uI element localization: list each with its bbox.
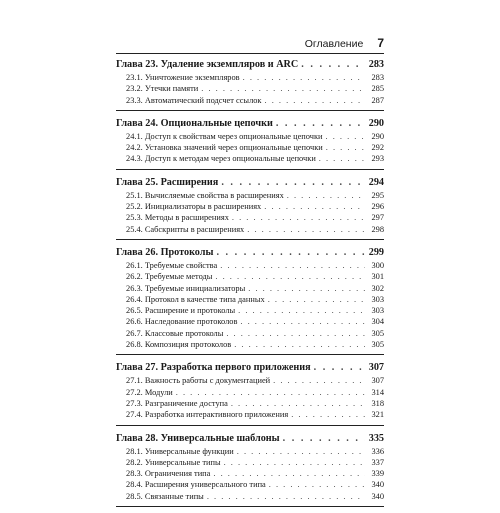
dot-leader [243, 72, 365, 83]
section-title: 25.1. Вычисляемые свойства в расширениях [126, 190, 284, 200]
section-entry[interactable] [116, 409, 384, 420]
chapter-page-number: 283 [368, 59, 384, 70]
chapter-entry[interactable] [116, 246, 384, 260]
section-page-number: 339 [371, 469, 384, 479]
section-page-number: 307 [371, 376, 384, 386]
section-page-number: 303 [371, 294, 384, 304]
section-title: 23.1. Уничтожение экземпляров [126, 73, 240, 82]
chapter-title: Глава 23. Удаление экземпляров и ARC [116, 59, 299, 70]
toc-chapter [116, 117, 384, 170]
section-title: 23.2. Утечки памяти [126, 84, 199, 94]
dot-leader [314, 361, 365, 375]
dot-leader [240, 316, 365, 327]
section-entry[interactable] [116, 95, 384, 106]
dot-leader [326, 131, 365, 142]
section-title: 26.6. Наследование протоколов [126, 317, 238, 327]
section-page-number: 305 [371, 340, 384, 350]
section-entry[interactable] [116, 283, 384, 294]
dot-leader [273, 375, 365, 386]
dot-leader [234, 339, 365, 350]
section-page-number: 314 [371, 387, 384, 397]
dot-leader [207, 491, 365, 502]
section-page-number: 305 [371, 328, 384, 338]
section-entry[interactable] [116, 468, 384, 479]
section-page-number: 283 [371, 73, 384, 82]
dot-leader [248, 283, 365, 294]
section-title: 24.2. Установка значений через опциональные цепочки [126, 143, 323, 153]
chapter-page-number: 299 [368, 246, 384, 258]
section-entry[interactable] [116, 224, 384, 235]
section-entry[interactable] [116, 305, 384, 316]
running-header-page-number: 7 [377, 36, 384, 50]
section-title: 26.8. Композиция протоколов [126, 340, 232, 350]
dot-leader [213, 468, 365, 479]
section-title: 26.2. Требуемые методы [126, 272, 213, 282]
dot-leader [301, 58, 365, 72]
toc-chapter [116, 246, 384, 355]
section-page-number: 293 [371, 154, 384, 164]
section-title: 25.3. Методы в расширениях [126, 213, 229, 223]
table-of-contents [116, 58, 384, 513]
section-title: 24.1. Доступ к свойствам через опциональные цепочки [126, 131, 323, 141]
dot-leader [291, 409, 365, 420]
chapter-entry[interactable] [116, 176, 384, 190]
dot-leader [237, 446, 365, 457]
section-title: 27.3. Разграничение доступа [126, 398, 228, 408]
section-page-number: 301 [371, 272, 384, 282]
section-page-number: 318 [371, 398, 384, 408]
section-page-number: 297 [371, 213, 384, 223]
section-page-number: 296 [371, 202, 384, 212]
chapter-title: Глава 26. Протоколы [116, 246, 214, 258]
section-entry[interactable] [116, 271, 384, 282]
dot-leader [232, 212, 365, 223]
toc-chapter [116, 432, 384, 507]
section-page-number: 285 [371, 84, 384, 94]
section-title: 26.1. Требуемые свойства [126, 260, 218, 270]
section-title: 28.2. Универсальные типы [126, 457, 221, 467]
section-entry[interactable] [116, 212, 384, 223]
dot-leader [326, 142, 365, 153]
section-entry[interactable] [116, 328, 384, 339]
section-title: 26.5. Расширение и протоколы [126, 306, 236, 316]
chapter-entry[interactable] [116, 361, 384, 375]
section-title: 23.3. Автоматический подсчет ссылок [126, 95, 262, 105]
chapter-title: Глава 28. Универсальные шаблоны [116, 432, 280, 444]
section-entry[interactable] [116, 479, 384, 490]
section-page-number: 290 [371, 131, 384, 141]
section-entry[interactable] [116, 339, 384, 350]
chapter-title: Глава 27. Разработка первого приложения [116, 362, 311, 374]
dot-leader [231, 398, 365, 409]
section-entry[interactable] [116, 398, 384, 409]
section-page-number: 340 [371, 491, 384, 501]
section-page-number: 295 [371, 190, 384, 200]
section-entry[interactable] [116, 131, 384, 142]
section-title: 28.4. Расширения универсального типа [126, 480, 266, 490]
section-entry[interactable] [116, 260, 384, 271]
chapter-page-number: 290 [368, 117, 384, 129]
chapter-title: Глава 24. Опциональные цепочки [116, 117, 273, 129]
section-page-number: 337 [371, 457, 384, 467]
section-entry[interactable] [116, 375, 384, 386]
running-header [116, 36, 384, 54]
section-title: 27.1. Важность работы с документацией [126, 376, 271, 386]
section-entry[interactable] [116, 153, 384, 164]
section-title: 28.1. Универсальные функции [126, 446, 234, 456]
dot-leader [287, 190, 365, 201]
dot-leader [215, 271, 365, 282]
section-page-number: 300 [371, 260, 384, 270]
dot-leader [238, 305, 365, 316]
section-page-number: 287 [371, 95, 384, 105]
section-page-number: 302 [371, 283, 384, 293]
dot-leader [216, 246, 365, 260]
toc-chapter [116, 58, 384, 111]
section-entry[interactable] [116, 83, 384, 94]
section-title: 26.3. Требуемые инициализаторы [126, 283, 246, 293]
dot-leader [201, 83, 365, 94]
section-title: 28.5. Связанные типы [126, 491, 204, 501]
section-title: 25.4. Сабскрипты в расширениях [126, 224, 245, 234]
section-entry[interactable] [116, 316, 384, 327]
section-entry[interactable] [116, 72, 384, 83]
section-title: 26.7. Классовые протоколы [126, 328, 224, 338]
toc-chapter [116, 361, 384, 425]
section-entry[interactable] [116, 201, 384, 212]
chapter-page-number: 335 [368, 432, 384, 444]
section-page-number: 340 [371, 480, 384, 490]
chapter-page-number: 307 [368, 362, 384, 374]
section-page-number: 336 [371, 446, 384, 456]
section-page-number: 303 [371, 306, 384, 316]
section-title: 26.4. Протокол в качестве типа данных [126, 294, 265, 304]
chapter-entry[interactable] [116, 432, 384, 446]
dot-leader [268, 294, 365, 305]
section-entry[interactable] [116, 142, 384, 153]
section-entry[interactable] [116, 190, 384, 201]
chapter-entry[interactable] [116, 58, 384, 72]
section-entry[interactable] [116, 387, 384, 398]
section-title: 27.4. Разработка интерактивного приложения [126, 410, 289, 420]
section-page-number: 298 [371, 224, 384, 234]
dot-leader [283, 432, 365, 446]
dot-leader [224, 457, 365, 468]
dot-leader [265, 95, 366, 106]
dot-leader [247, 224, 365, 235]
dot-leader [264, 201, 365, 212]
chapter-page-number: 294 [368, 176, 384, 188]
section-title: 25.2. Инициализаторы в расширениях [126, 202, 262, 212]
running-header-title: Оглавление [304, 38, 364, 50]
toc-chapter [116, 176, 384, 240]
section-entry[interactable] [116, 457, 384, 468]
section-entry[interactable] [116, 446, 384, 457]
section-entry[interactable] [116, 294, 384, 305]
chapter-title: Глава 25. Расширения [116, 176, 219, 188]
dot-leader [319, 153, 365, 164]
dot-leader [226, 328, 365, 339]
dot-leader [220, 260, 365, 271]
section-entry[interactable] [116, 491, 384, 502]
dot-leader [269, 479, 365, 490]
section-title: 24.3. Доступ к методам через опциональные цепочки [126, 154, 316, 164]
section-page-number: 321 [371, 410, 384, 420]
section-page-number: 292 [371, 143, 384, 153]
section-title: 28.3. Ограничения типа [126, 469, 211, 479]
dot-leader [176, 387, 365, 398]
section-title: 27.2. Модули [126, 387, 173, 397]
section-page-number: 304 [371, 317, 384, 327]
dot-leader [276, 117, 365, 131]
dot-leader [221, 176, 365, 190]
chapter-entry[interactable] [116, 117, 384, 131]
